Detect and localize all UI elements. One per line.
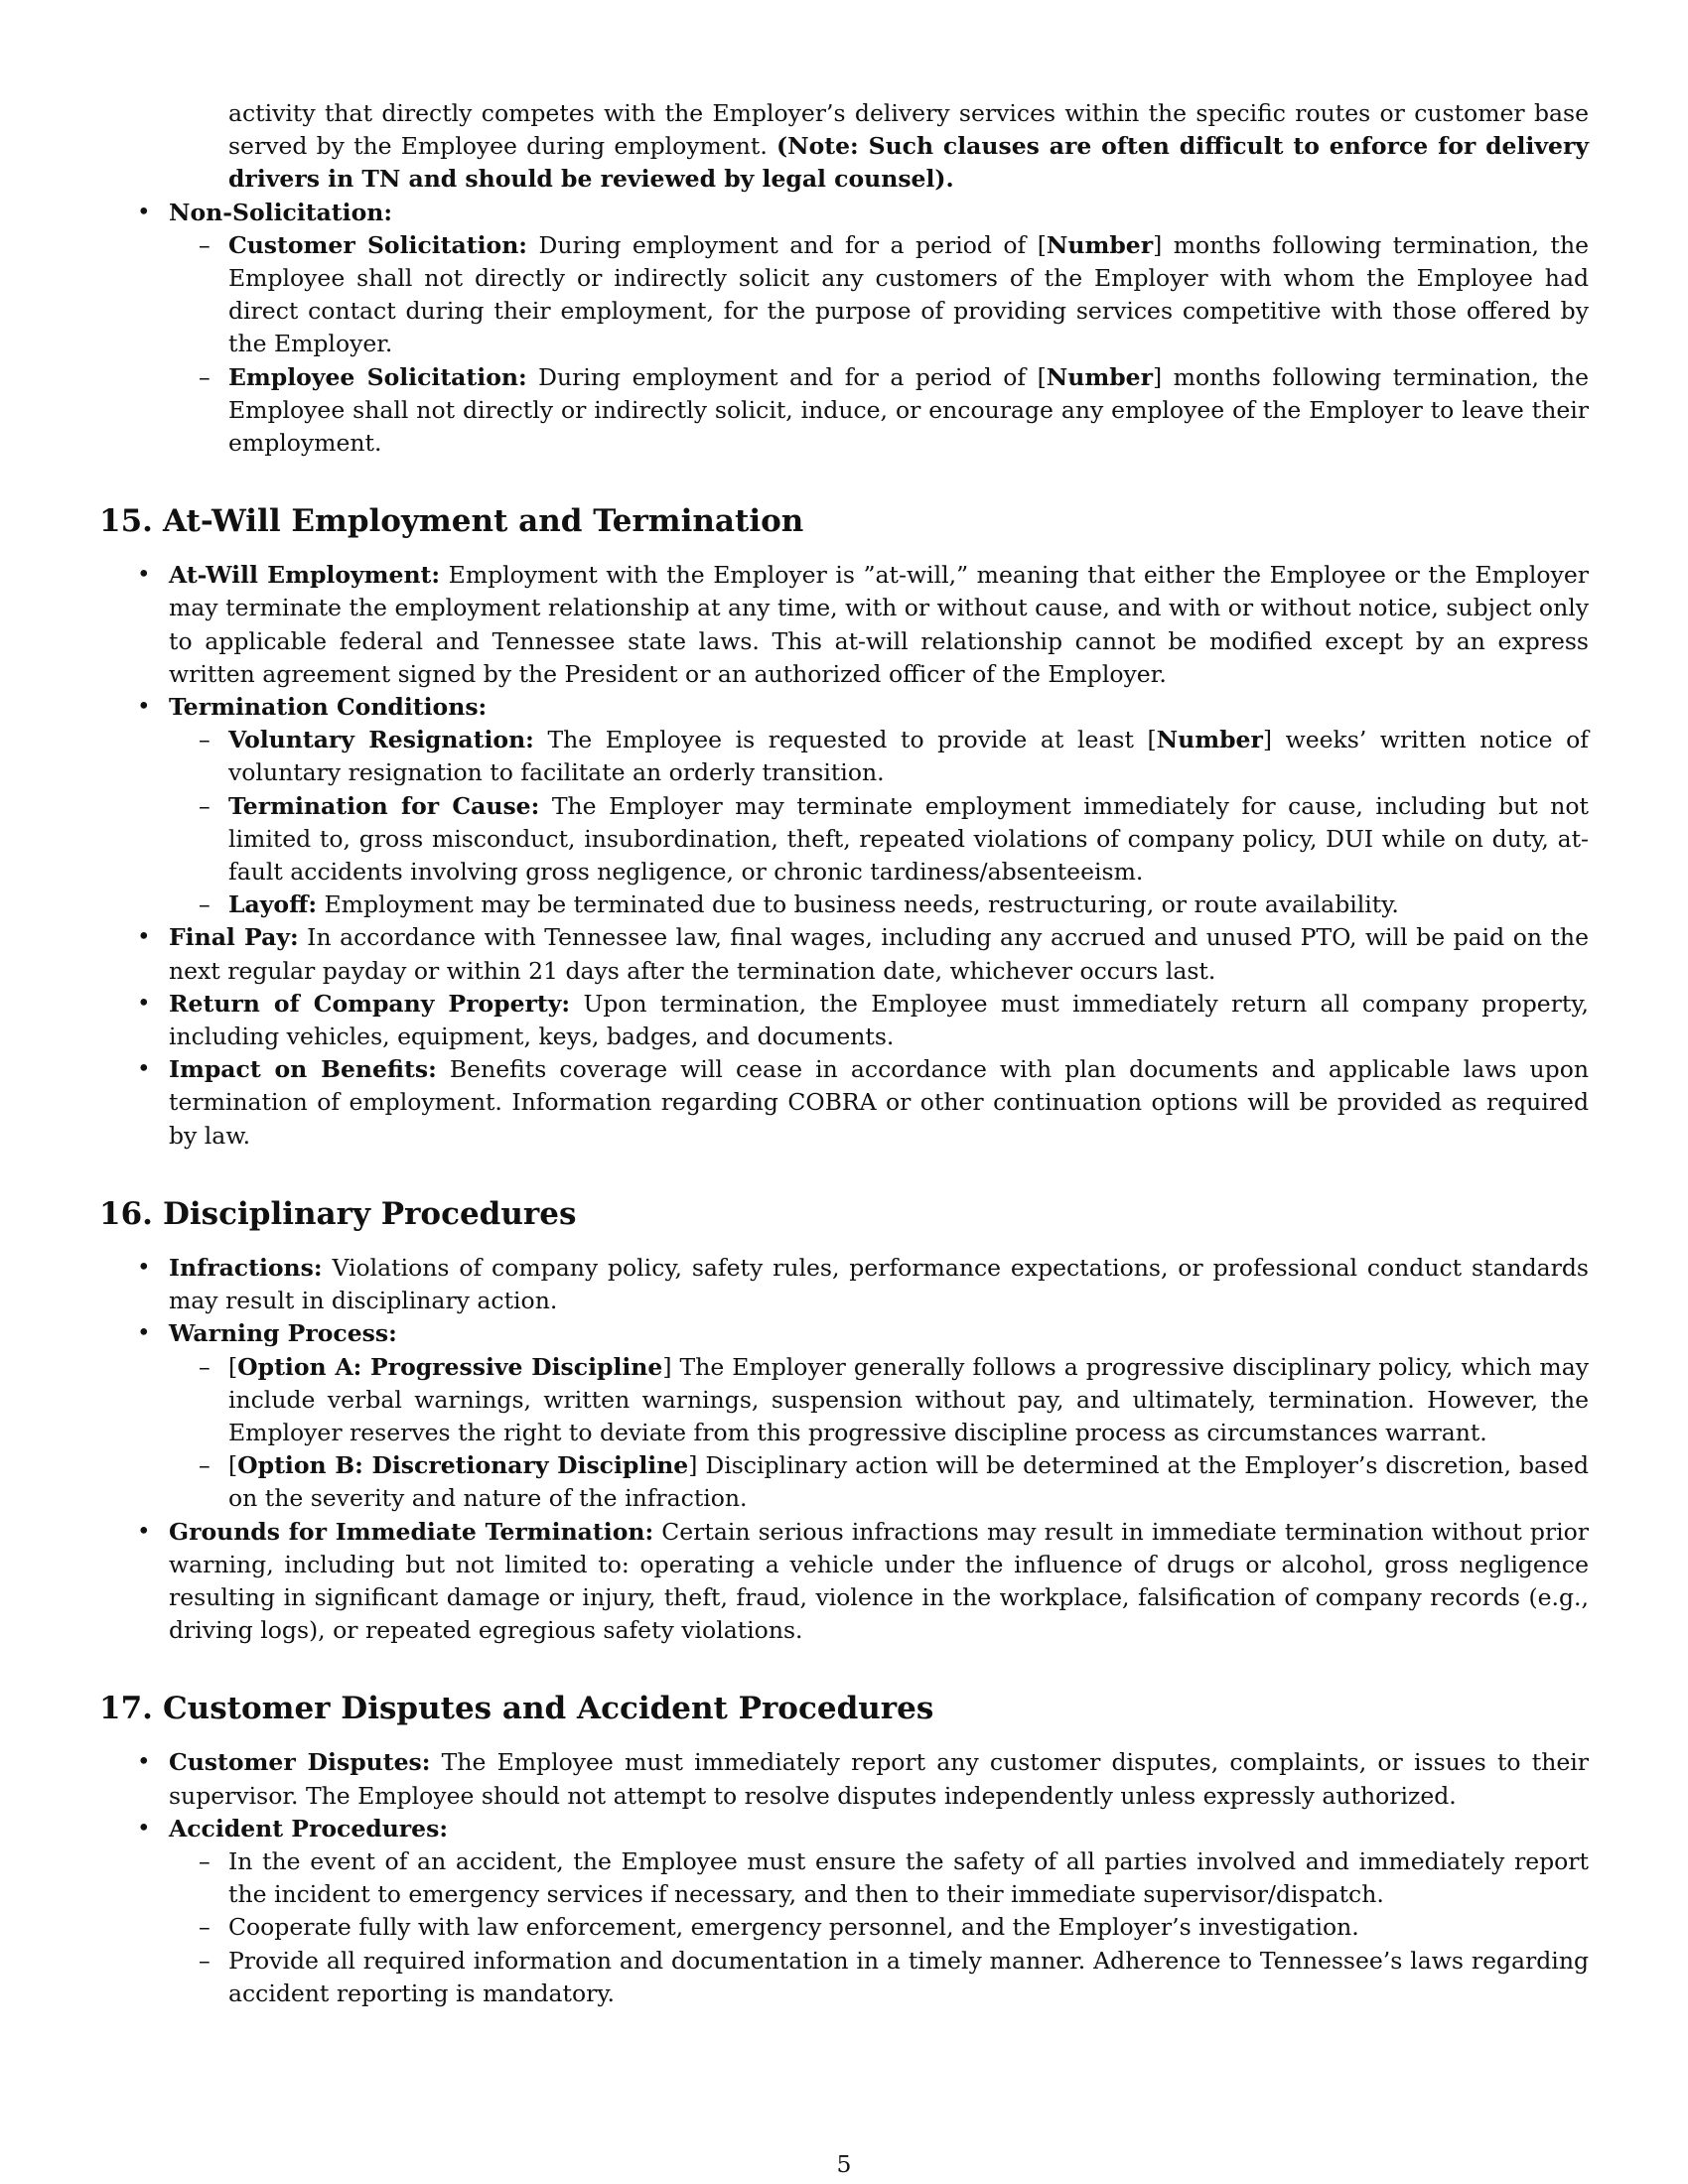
grounds-termination-label: Grounds for Immediate Termination: [169, 1517, 654, 1546]
at-will-item [99, 559, 1589, 691]
legal-note: (Note: Such clauses are often difficult to enforce for delivery drivers in TN and should be reviewed by legal counsel). [228, 132, 1589, 194]
warning-process-label: Warning Process: [169, 1319, 397, 1348]
number-placeholder: Number [1046, 230, 1154, 259]
section-14-continuation [228, 97, 1589, 197]
final-pay-label: Final Pay: [169, 923, 299, 952]
section-15-list [99, 559, 1589, 1153]
customer-solicitation-item [169, 229, 1589, 361]
employee-solicitation-text-pre: During employment and for a period of [ [538, 362, 1047, 391]
termination-for-cause-text: The Employer may terminate employment immediately for cause, including but not limited to, gross misconduct, insubordination, theft, repeated violations of company policy, DUI while on duty, at-fault accidents involving gross negligence, or chronic tardiness/absenteeism. [228, 791, 1589, 887]
option-b-text: Disciplinary action will be determined at the Employer’s discretion, based on the severity and nature of the infraction. [228, 1451, 1590, 1513]
voluntary-resignation-label: Voluntary Resignation: [228, 726, 534, 754]
non-solicitation-heading: Non-Solicitation: [169, 198, 393, 226]
section-number: 16. [99, 1195, 153, 1232]
option-a-text: The Employer generally follows a progressive disciplinary policy, which may include verbal warnings, written warnings, suspension without pay, and ultimately, termination. However, the Employer reserves the right to deviate from this progressive discipline process as circumstances warrant. [228, 1352, 1589, 1446]
option-b-label: Option B: Discretionary Discipline [237, 1451, 689, 1480]
section-title: At-Will Employment and Termination [163, 503, 804, 540]
section-title: Customer Disputes and Accident Procedures [163, 1691, 934, 1727]
list-item: – Cooperate fully with law enforcement, emergency personnel, and the Employer’s investigation. [169, 1911, 1589, 1944]
infractions-label: Infractions: [169, 1253, 323, 1282]
number-placeholder: Number [1046, 362, 1153, 391]
layoff-label: Layoff: [228, 890, 318, 919]
page-content [99, 97, 1589, 2010]
infractions-text: Violations of company policy, safety rules, performance expectations, or professional conduct standards may result in disciplinary action. [169, 1253, 1589, 1315]
number-placeholder: Number [1156, 726, 1263, 754]
final-pay-item [99, 921, 1589, 987]
section-17-list [99, 1746, 1589, 2010]
option-b-item: – [Option B: Discretionary Discipline] Disciplinary action will be determined at the Employer’s discretion, based on the severity and nature of the infraction. [169, 1449, 1589, 1515]
employee-solicitation-label: Employee Solicitation: [228, 362, 527, 391]
accident-procedures-label: Accident Procedures: [169, 1814, 449, 1843]
section-title: Disciplinary Procedures [163, 1195, 577, 1232]
section-16-heading [99, 1194, 1589, 1234]
section-16-list [99, 1252, 1589, 1647]
section-number: 17. [99, 1691, 153, 1727]
warning-process-subitems [169, 1351, 1589, 1516]
option-a-label: Option A: Progressive Discipline [237, 1352, 663, 1381]
benefits-label: Impact on Benefits: [169, 1055, 437, 1084]
layoff-item [169, 888, 1589, 921]
employee-solicitation-text-post: ] months following termination, the Employee shall not directly or indirectly solicit, induce, or encourage any employee of the Employer to leave their employment. [228, 362, 1589, 458]
non-compete-continuation: activity that directly competes with the Employer’s delivery services within the specific routes or customer base served by the Employee during employment. [228, 99, 1589, 161]
benefits-item [99, 1053, 1589, 1153]
customer-solicitation-text-post: ] months following termination, the Employee shall not directly or indirectly solicit any customers of the Employer with whom the Employee had direct contact during their employment, for the purpose of providing services competitive with those offered by the Employer. [228, 230, 1589, 358]
at-will-label: At-Will Employment: [169, 561, 441, 590]
return-property-item [99, 988, 1589, 1053]
customer-disputes-label: Customer Disputes: [169, 1748, 431, 1777]
page-number: 5 [836, 2150, 852, 2178]
return-property-label: Return of Company Property: [169, 989, 571, 1018]
section-15-heading [99, 501, 1589, 541]
non-solicitation-subitems [169, 229, 1589, 460]
at-will-text: Employment with the Employer is ”at-will,” meaning that either the Employee or the Employer may terminate the employment relationship at any time, with or without cause, and with or without notice, subject only to applicable federal and Tennessee state laws. This at-will relationship cannot be modified except by an express written agreement signed by the President or an authorized officer of the Employer. [169, 561, 1589, 688]
customer-solicitation-label: Customer Solicitation: [228, 230, 527, 259]
non-solicitation-item [99, 197, 1589, 461]
termination-for-cause-item [169, 790, 1589, 889]
benefits-text: Benefits coverage will cease in accordance with plan documents and applicable laws upon termination of employment. Information regarding COBRA or other continuation options will be provided as required by law. [169, 1055, 1589, 1150]
section-17-heading [99, 1689, 1589, 1728]
grounds-termination-text: Certain serious infractions may result in immediate termination without prior warning, including but not limited to: operating a vehicle under the influence of drugs or alcohol, gross negligence resulting in significant damage or injury, theft, fraud, violence in the workplace, falsification of company records (e.g., driving logs), or repeated egregious safety violations. [169, 1517, 1589, 1645]
accident-procedures-item [99, 1813, 1589, 2010]
list-item: – Provide all required information and documentation in a timely manner. Adherence to Tennessee’s laws regarding accident reporting is mandatory. [169, 1945, 1589, 2010]
customer-disputes-item [99, 1746, 1589, 1812]
option-a-item: – [Option A: Progressive Discipline] The Employer generally follows a progressive disciplinary policy, which may include verbal warnings, written warnings, suspension without pay, and ultimately, termination. However, the Employer reserves the right to deviate from this progressive discipline process as circumstances warrant. [169, 1351, 1589, 1450]
grounds-termination-item [99, 1516, 1589, 1648]
termination-conditions-label: Termination Conditions: [169, 693, 488, 722]
final-pay-text: In accordance with Tennessee law, final wages, including any accrued and unused PTO, will be paid on the next regular payday or within 21 days after the termination date, whichever occurs last. [169, 923, 1589, 985]
customer-solicitation-text-pre: During employment and for a period of [ [538, 230, 1047, 259]
termination-conditions-subitems [169, 724, 1589, 921]
return-property-text: Upon termination, the Employee must immediately return all company property, including vehicles, equipment, keys, badges, and documents. [169, 989, 1589, 1051]
termination-conditions-item [99, 691, 1589, 921]
employee-solicitation-item [169, 361, 1589, 461]
voluntary-text-post: ] weeks’ written notice of voluntary resignation to facilitate an orderly transition. [228, 726, 1590, 787]
accident-procedures-subitems [169, 1845, 1589, 2010]
voluntary-text-pre: The Employee is requested to provide at least [ [547, 726, 1157, 754]
voluntary-resignation-item [169, 724, 1589, 789]
termination-for-cause-label: Termination for Cause: [228, 791, 540, 820]
non-solicitation-list [99, 197, 1589, 461]
layoff-text: Employment may be terminated due to business needs, restructuring, or route availability. [324, 890, 1399, 919]
warning-process-item [99, 1317, 1589, 1515]
section-number: 15. [99, 503, 153, 540]
customer-disputes-text: The Employee must immediately report any customer disputes, complaints, or issues to their supervisor. The Employee should not attempt to resolve disputes independently unless expressly authorized. [169, 1748, 1589, 1810]
list-item: – In the event of an accident, the Employee must ensure the safety of all parties involved and immediately report the incident to emergency services if necessary, and then to their immediate supervisor/dispatch. [169, 1845, 1589, 1911]
infractions-item [99, 1252, 1589, 1317]
